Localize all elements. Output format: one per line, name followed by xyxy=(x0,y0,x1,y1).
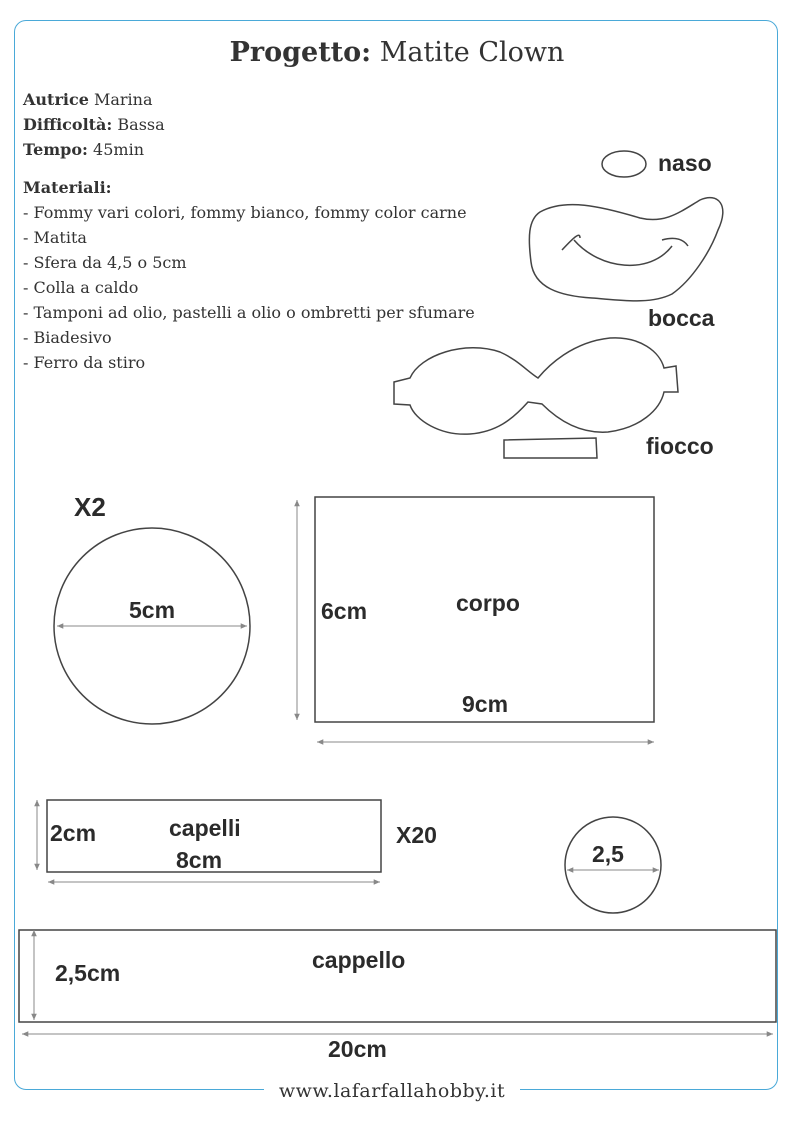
title-text: Matite Clown xyxy=(371,37,565,68)
hair-width-label: 8cm xyxy=(176,847,223,873)
nose-shape xyxy=(602,151,646,177)
material-item: - Biadesivo xyxy=(23,328,112,347)
material-item: - Colla a caldo xyxy=(23,278,139,297)
author-label: Autrice xyxy=(23,90,89,109)
body-label: corpo xyxy=(456,590,520,616)
head-diameter-label: 5cm xyxy=(129,597,176,623)
small-circle-label: 2,5 xyxy=(592,841,624,867)
body-height-label: 6cm xyxy=(321,598,368,624)
hat-width-label: 20cm xyxy=(328,1036,387,1062)
material-item: - Tamponi ad olio, pastelli a olio o ombretti per sfumare xyxy=(23,303,475,322)
head-count-label: X2 xyxy=(74,492,106,522)
mouth-smile xyxy=(562,235,688,265)
hat-label: cappello xyxy=(312,947,406,973)
hair-label: capelli xyxy=(169,815,241,841)
bow-knot-shape xyxy=(504,438,597,458)
hair-count-label: X20 xyxy=(396,822,437,848)
hat-rect xyxy=(19,930,776,1022)
difficulty-value: Bassa xyxy=(112,115,165,134)
material-item: - Ferro da stiro xyxy=(23,353,146,372)
nose-label: naso xyxy=(658,150,712,176)
material-item: - Matita xyxy=(23,228,87,247)
time-value: 45min xyxy=(87,140,144,159)
difficulty-label: Difficoltà: xyxy=(23,115,113,134)
material-item: - Fommy vari colori, fommy bianco, fommy color carne xyxy=(23,203,467,222)
hair-height-label: 2cm xyxy=(50,820,97,846)
body-width-label: 9cm xyxy=(462,691,509,717)
mouth-label: bocca xyxy=(648,305,715,331)
bow-shape xyxy=(394,338,678,434)
author-value: Marina xyxy=(88,90,153,109)
materials-heading: Materiali: xyxy=(23,178,112,197)
bow-label: fiocco xyxy=(646,433,714,459)
hat-height-label: 2,5cm xyxy=(55,960,121,986)
mouth-shape xyxy=(529,198,722,301)
time-label: Tempo: xyxy=(23,140,88,159)
material-item: - Sfera da 4,5 o 5cm xyxy=(23,253,187,272)
title-label: Progetto: xyxy=(229,37,372,68)
footer-website: www.lafarfallahobby.it xyxy=(264,1078,520,1104)
